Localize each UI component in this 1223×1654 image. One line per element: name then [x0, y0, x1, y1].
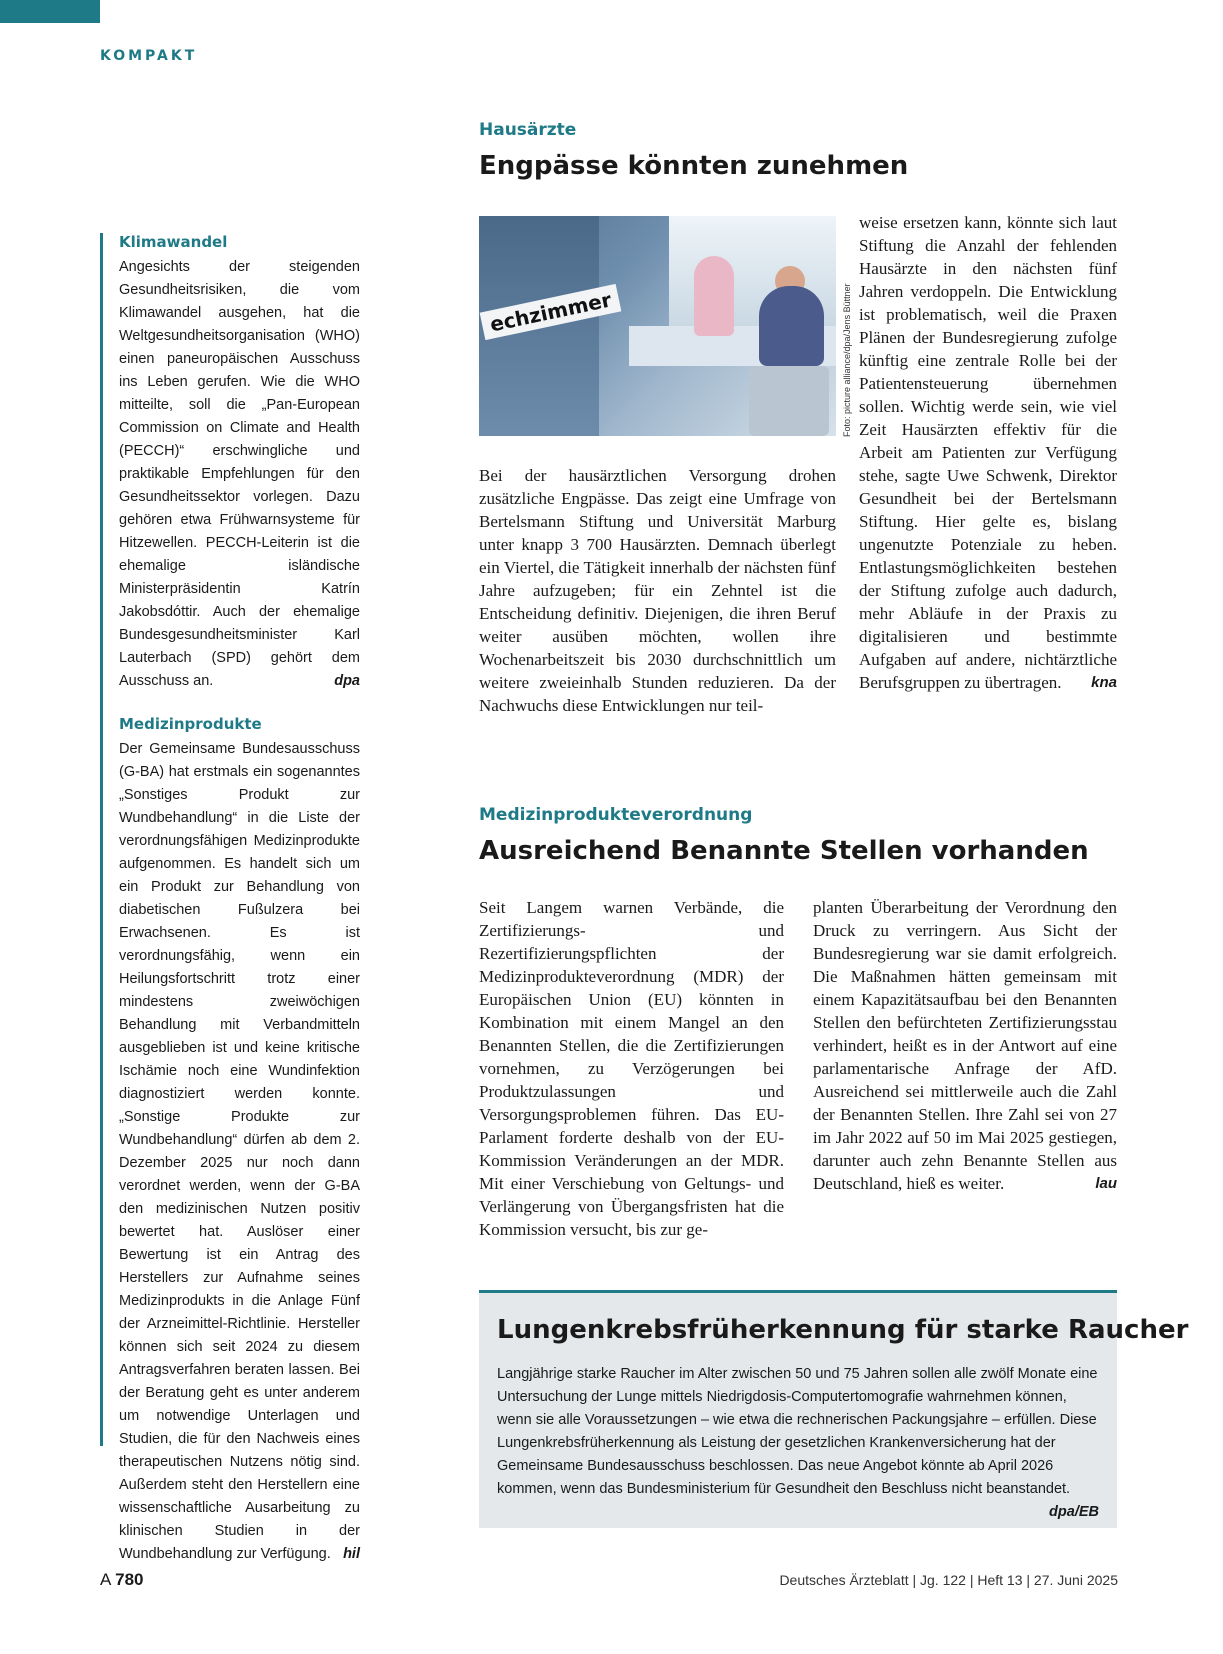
section-label: KOMPAKT	[100, 48, 198, 64]
article-headline: Engpässe könnten zunehmen	[479, 151, 909, 181]
sidebar-item-text: Der Gemeinsame Bundesausschuss (G-BA) hat erstmals ein sogenanntes „Sonstiges Produkt zur Wundbehandlung“ in die Liste der verordnungsfähigen Medizinprodukte aufgenommen. Es handelt sich um ein Produkt zur Behandlung von diabetischen Fußulzera bei Erwachsenen. Es ist verordnungsfähig, wenn ein Heilungsfortschritt trotz einer mindestens zweiwöchigen Behandlung mit Verbandmitteln ausgeblieben ist und keine kritische Ischämie noch eine Wundinfektion diagnostiziert werden konnte. „Sonstige Produkte zur Wundbehandlung“ dürfen ab dem 2. Dezember 2025 nur noch dann verordnet werden, wenn der G-BA den medizinischen Nutzen positiv bewertet hat. Auslöser einer Bewertung ist ein Antrag des Herstellers zur Aufnahme seines Medizinprodukts in die Anlage Fünf der Arzneimittel-Richtlinie. Hersteller können sich seit 2024 zu diesem Antragsverfahren beraten lassen. Bei der Beratung geht es unter anderem um notwendige Unterlagen und Studien, die für den Nachweis eines therapeutischen Nutzens nötig sind. Außerdem steht den Herstellern eine wissenschaftliche Ausarbeitung zu klinischen Studien in der Wundbehandlung zur Verfügung. hil	[119, 738, 360, 1566]
article-column	[859, 211, 1117, 694]
sidebar-item-head: Klimawandel	[119, 233, 228, 251]
article-text: Seit Langem warnen Verbände, die Zertifizierungs- und Rezertifizierungspflichten der Medizinprodukteverordnung (MDR) der Europäischen Union (EU) könnten in Kombination mit einem Mangel an den Benannten Stellen, die die Zertifizierungen vornehmen, zu Verzögerungen bei Produktzulassungen und Versorgungsproblemen führen. Das EU-Parlament forderte deshalb von der EU-Kommission Veränderungen an der MDR. Mit einer Verschiebung von Geltungs- und Verlängerung von Übergangsfristen hat die Kommission versucht, bis zur ge-	[479, 898, 784, 1239]
journal-info: Deutsches Ärzteblatt | Jg. 122 | Heft 13 | 27. Juni 2025	[779, 1572, 1118, 1588]
article-column	[479, 464, 836, 717]
page-number: A 780	[100, 1570, 144, 1589]
box-text: Langjährige starke Raucher im Alter zwischen 50 und 75 Jahren sollen alle zwölf Monate eine Untersuchung der Lunge mittels Niedrigdosis-Computertomografie wahrnehmen können, wenn sie alle Voraussetzungen – wie etwa die rechnerischen Packungsjahre – erfüllen. Diese Lungenkrebsfrüherkennung als Leistung der gesetzlichen Krankenversicherung hat der Gemeinsame Bundesausschuss beschlossen. Das neue Angebot könnte ab April 2026 kommen, wenn das Bundesministerium für Gesundheit den Beschluss nicht beanstandet. dpa/EB	[497, 1363, 1099, 1501]
article-text: Bei der hausärztlichen Versorgung drohen zusätzliche Engpässe. Das zeigt eine Umfrage von Bertelsmann Stiftung und Universität Marburg unter knapp 3 700 Hausärzten. Demnach überlegt ein Viertel, die Tätigkeit innerhalb der nächsten fünf Jahre aufzugeben; für ein Zehntel ist die Entscheidung definitiv. Diejenigen, die ihren Beruf weiter ausüben möchten, wollen ihre Wochenarbeitszeit bis 2030 durchschnittlich um weitere zweieinhalb Stunden reduzieren. Da der Nachwuchs diese Entwicklungen nur teil-	[479, 466, 836, 715]
photo-credit: Foto: picture alliance/dpa/Jens Büttner	[842, 283, 852, 437]
author-signature: kna	[1091, 674, 1117, 691]
photo-door-sign: echzimmer	[480, 284, 622, 340]
article-kicker: Hausärzte	[479, 120, 577, 140]
article-column	[479, 896, 784, 1241]
info-box	[479, 1290, 1189, 1528]
sidebar-item-head: Medizinprodukte	[119, 715, 262, 733]
top-accent-bar	[0, 0, 100, 23]
sidebar	[100, 233, 360, 1562]
sidebar-item-medizinprodukte	[119, 715, 360, 1566]
article-text: planten Überarbeitung der Verordnung den Druck zu verringern. Aus Sicht der Bundesregierung war sie damit erfolgreich. Die Maßnahmen hätten gemeinsam mit einem Kapazitätsaufbau bei den Benannten Stellen den befürchteten Zertifizierungsstau verhindert, heißt es in der Antwort auf eine parlamentarische Anfrage der AfD. Ausreichend sei mittlerweile auch die Zahl der Benannten Stellen. Ihre Zahl sei von 27 im Jahr 2022 auf 50 im Mai 2025 gestiegen, darunter auch zehn Benannte Stellen aus Deutschland, hieß es weiter. lau	[813, 898, 1117, 1193]
sidebar-item-klimawandel	[119, 233, 360, 693]
article-text: weise ersetzen kann, könnte sich laut Stiftung die Anzahl der fehlenden Hausärzte in den nächsten fünf Jahren verdoppeln. Die Entwicklung ist problematisch, weil die Praxen Plänen der Bundesregierung zufolge künftig eine zentrale Rolle bei der Patientensteuerung übernehmen sollen. Wichtig werde sein, wie viel Zeit Hausärzten effektiv für die Arbeit am Patienten zur Verfügung stehe, sagte Uwe Schwenk, Direktor Gesundheit bei der Bertelsmann Stiftung. Hier gelte es, bislang ungenutzte Potenziale zu heben. Entlastungsmöglichkeiten bestehen der Stiftung zufolge auch dadurch, mehr Abläufe in der Praxis zu digitalisieren und bestimmte Aufgaben auf andere, nichtärztliche Berufsgruppen zu übertragen. kna	[859, 213, 1117, 692]
author-signature: lau	[1095, 1175, 1117, 1192]
article-photo	[479, 216, 836, 436]
author-signature: dpa/EB	[1049, 1504, 1099, 1520]
box-title: Lungenkrebsfrüherkennung für starke Raucher	[497, 1315, 1189, 1345]
article-headline: Ausreichend Benannte Stellen vorhanden	[479, 836, 1089, 866]
author-signature: dpa	[334, 673, 360, 689]
sidebar-item-text: Angesichts der steigenden Gesundheitsrisiken, die vom Klimawandel ausgehen, hat die Weltgesundheitsorganisation (WHO) einen paneuropäischen Ausschuss ins Leben gerufen. Wie die WHO mitteilte, soll die „Pan-European Commission on Climate and Health (PECCH)“ erschwingliche und praktikable Empfehlungen für den Gesundheitssektor vorlegen. Dazu gehören etwa Frühwarnsysteme für Hitzewellen. PECCH-Leiterin ist die ehemalige isländische Ministerpräsidentin Katrín Jakobsdóttir. Auch der ehemalige Bundesgesundheitsminister Karl Lauterbach (SPD) gehört dem Ausschuss an. dpa	[119, 256, 360, 693]
article-kicker: Medizinprodukteverordnung	[479, 805, 753, 825]
author-signature: hil	[343, 1546, 360, 1562]
article-column	[813, 896, 1117, 1195]
